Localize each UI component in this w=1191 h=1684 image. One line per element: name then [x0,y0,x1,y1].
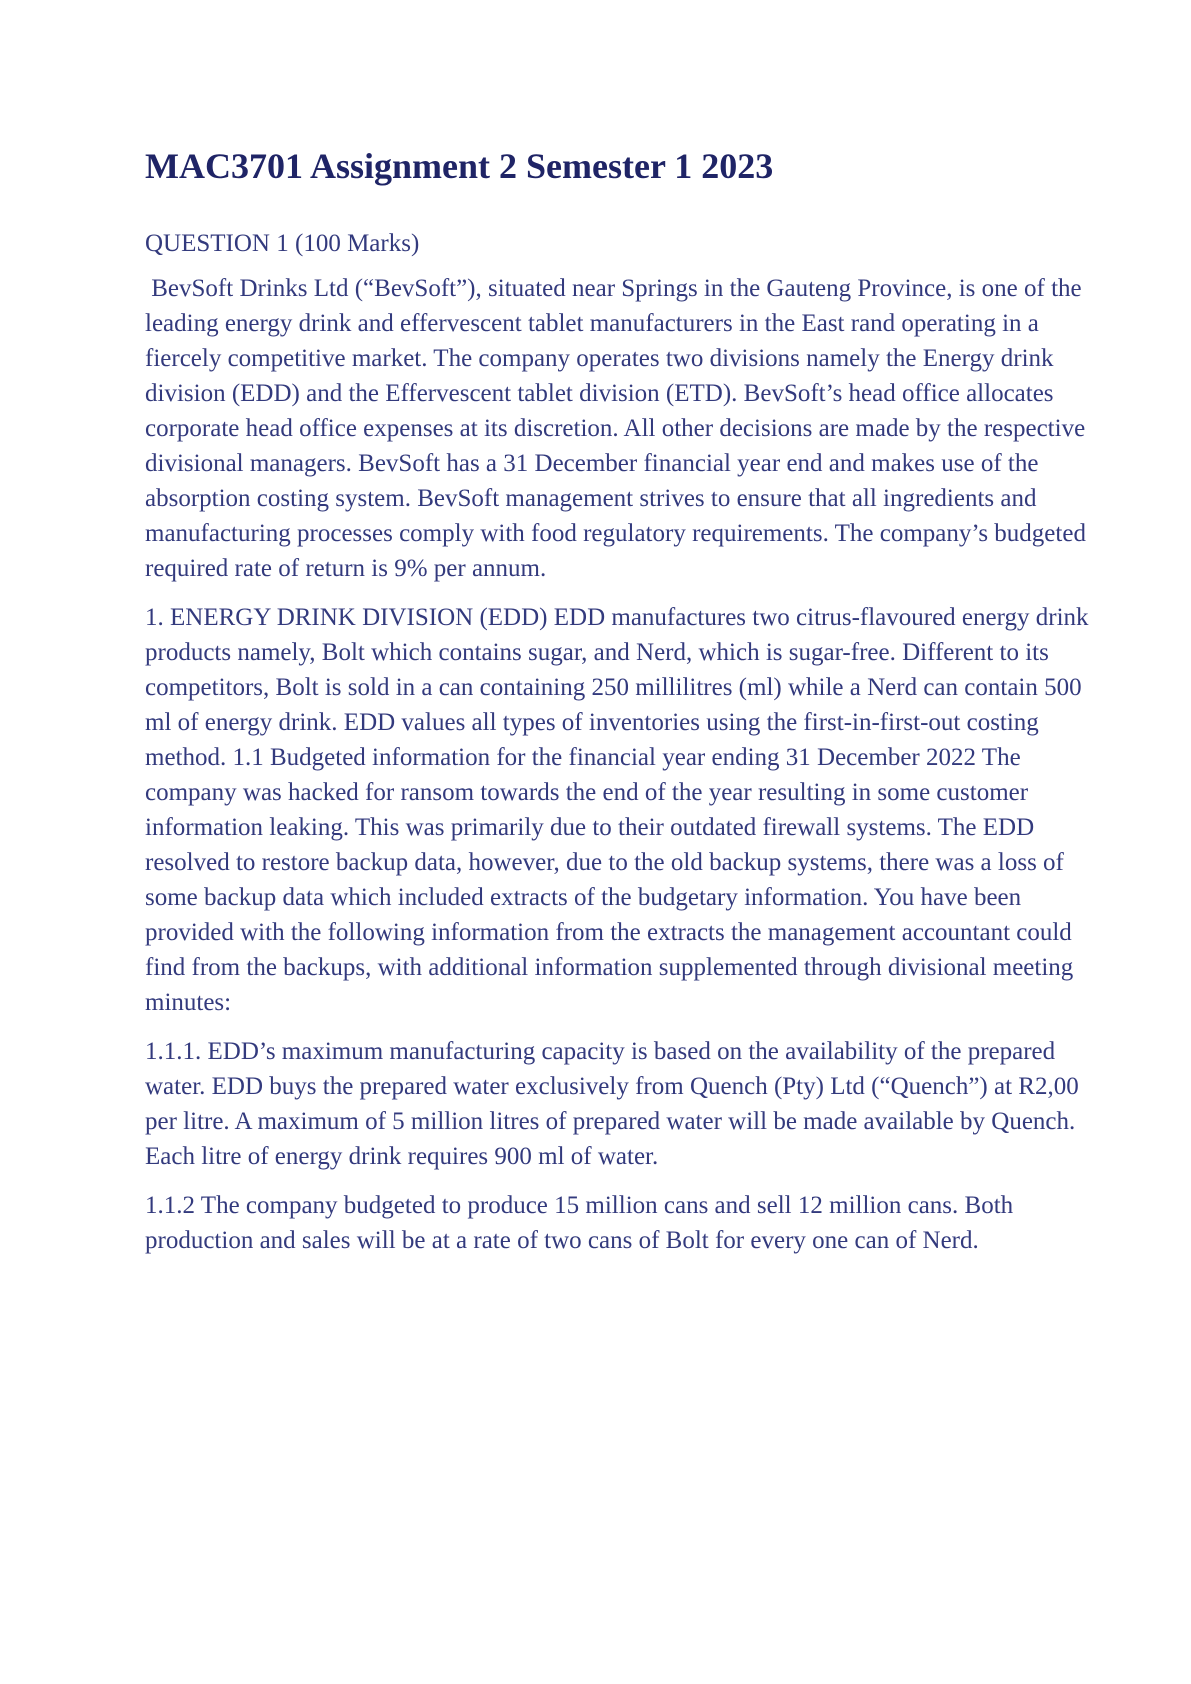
paragraph-1-1-1: 1.1.1. EDD’s maximum manufacturing capacity is based on the availability of the prepared water. EDD buys the prepared water exclusively from Quench (Pty) Ltd (“Quench”) at R2,00 per litre. A maximum of 5 million litres of prepared water will be made available by Quench. Each litre of energy drink requires 900 ml of water. [145,1038,1079,1170]
document-title: MAC3701 Assignment 2 Semester 1 2023 [145,146,774,186]
paragraph-energy-drink-division: 1. ENERGY DRINK DIVISION (EDD) EDD manufactures two citrus-flavoured energy drink products namely, Bolt which contains sugar, and Nerd, which is sugar-free. Different to its competitors, Bolt is sold in a can containing 250 millilitres (ml) while a Nerd can contain 500 ml of energy drink. EDD values all types of inventories using the first-in-first-out costing method. 1.1 Budgeted information for the financial year ending 31 December 2022 The company was hacked for ransom towards the end of the year resulting in some customer information leaking. This was primarily due to their outdated firewall systems. The EDD resolved to restore backup data, however, due to the old backup systems, there was a loss of some backup data which included extracts of the budgetary information. You have been provided with the following information from the extracts the management accountant could find from the backups, with additional information supplemented through divisional meeting minutes: [145,604,1089,1016]
paragraph-company-background: BevSoft Drinks Ltd (“BevSoft”), situated near Springs in the Gauteng Province, is one of the leading energy drink and effervescent tablet manufacturers in the East rand operating in a fiercely competitive market. The company operates two divisions namely the Energy drink division (EDD) and the Effervescent tablet division (ETD). BevSoft’s head office allocates corporate head office expenses at its discretion. All other decisions are made by the respective divisional managers. BevSoft has a 31 December financial year end and makes use of the absorption costing system. BevSoft management strives to ensure that all ingredients and manufacturing processes comply with food regulatory requirements. The company’s budgeted required rate of return is 9% per annum. [145,275,1093,582]
question-heading: QUESTION 1 (100 Marks) [145,230,420,257]
document-body [145,140,1093,1272]
paragraph-1-1-2: 1.1.2 The company budgeted to produce 15 million cans and sell 12 million cans. Both production and sales will be at a rate of two cans of Bolt for every one can of Nerd. [145,1192,1014,1254]
